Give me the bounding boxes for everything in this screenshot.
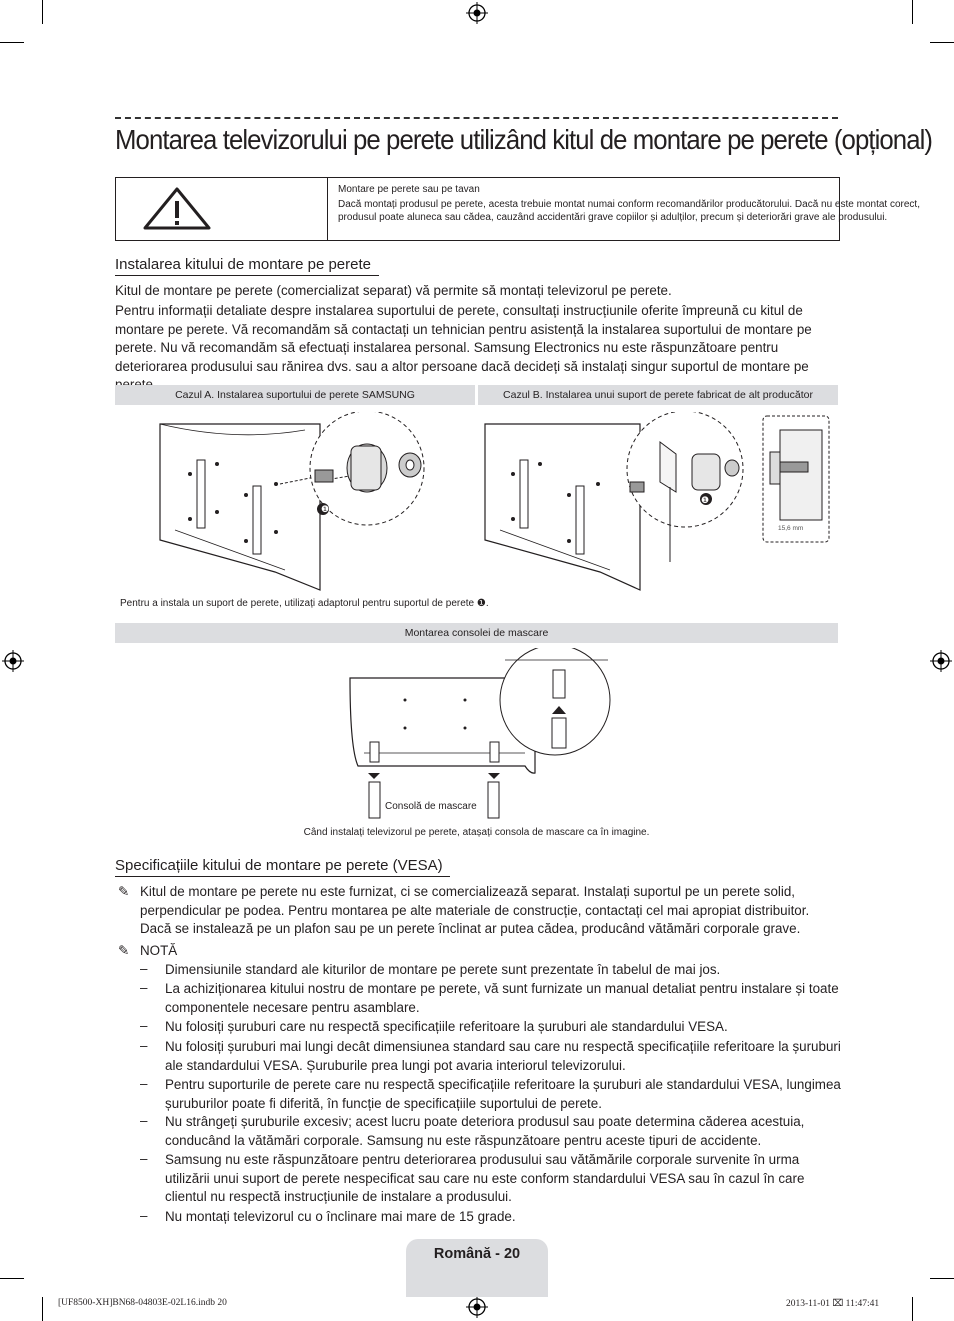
bullet-item: Nu folosiți șuruburi care nu respectă specificațiile referitoare la șuruburi ale standardului VESA. bbox=[165, 1019, 728, 1034]
mask-bracket-illustration bbox=[340, 648, 615, 820]
note-label: NOTĂ bbox=[140, 943, 178, 958]
marker-1-b: ❶ bbox=[700, 495, 710, 505]
dimension-label: 15,6 mm bbox=[778, 525, 804, 532]
crop-mark bbox=[0, 42, 24, 43]
bullet-dash: – bbox=[140, 1076, 148, 1091]
bullet-dash: – bbox=[140, 1018, 148, 1033]
page-number-tab bbox=[406, 1239, 548, 1297]
footer-file: [UF8500-XH]BN68-04803E-02L16.indb 20 bbox=[58, 1298, 227, 1308]
section-heading-vesa: Specificațiile kitului de montare pe perete (VESA) bbox=[115, 857, 443, 874]
crop-mark bbox=[912, 1297, 913, 1321]
note-kit-text: Kitul de montare pe perete nu este furnizat, ci se comercializează separat. Instalați suportul pe un perete solid, perpendicular pe podea. Pentru montarea pe alte materiale de construcție, contactați cel mai apropiat distribuitor. Dacă se instalează pe un plafon sau pe un perete înclinat ar putea cădea, producând vătămări corporale grave. bbox=[140, 884, 810, 937]
bullet-dash: – bbox=[140, 1208, 148, 1223]
bullet-item: Dimensiunile standard ale kiturilor de montare pe perete sunt prezentate în tabelul de mai jos. bbox=[165, 962, 721, 977]
warning-text: Dacă montați produsul pe perete, acesta trebuie montat numai conform recomandărilor producătorului. Dacă nu este montat corect, produsul poate aluneca sau cădea, cauzând accidentări grave copiilor și adulților, precum și deteriorări grave ale produsului. bbox=[338, 199, 920, 223]
bullet-item: Nu folosiți șuruburi mai lungi decât dimensiunea standard sau care nu respectă specificațiile referitoare la șuruburi ale standardului VESA. Șuruburile prea lungi pot avaria interiorul televizorului. bbox=[165, 1039, 841, 1073]
marker-1-a: ❶ bbox=[320, 504, 330, 514]
warning-heading: Montare pe perete sau pe tavan bbox=[338, 184, 480, 195]
case-a-label: Cazul A. Instalarea suportului de perete SAMSUNG bbox=[115, 385, 475, 405]
mask-bracket-heading: Montarea consolei de mascare bbox=[115, 623, 838, 643]
crop-mark bbox=[930, 42, 954, 43]
bullet-item: Samsung nu este răspunzătoare pentru deteriorarea produsului sau vătămările corporale survenite în urma utilizării unui suport de perete nespecificat sau care nu este conform standardului VESA sau în cazul în care clientul nu respectă instrucțiunile de instalare a produsului. bbox=[165, 1152, 805, 1205]
title-rule bbox=[115, 117, 838, 119]
crop-mark bbox=[42, 0, 43, 24]
section-heading-install: Instalarea kitului de montare pe perete bbox=[115, 256, 371, 273]
crop-mark bbox=[42, 1297, 43, 1321]
page-title: Montarea televizorului pe perete utilizând kitul de montare pe perete (opțional) bbox=[115, 124, 933, 155]
bullet-dash: – bbox=[140, 1038, 148, 1053]
crop-mark bbox=[0, 1278, 24, 1279]
crop-mark bbox=[912, 0, 913, 24]
heading-underline bbox=[115, 876, 450, 877]
bullet-item: La achiziționarea kitului nostru de montare pe perete, vă sunt furnizate un manual detaliat pentru instalare și toate componentele necesare pentru asamblare. bbox=[165, 981, 839, 1015]
footer-timestamp: 2013-11-01 ⌧ 11:47:41 bbox=[786, 1299, 880, 1309]
warning-divider bbox=[327, 178, 328, 240]
note-pencil-icon: ✎ bbox=[118, 884, 130, 899]
registration-mark-icon bbox=[466, 2, 488, 24]
registration-mark-icon bbox=[2, 650, 24, 672]
bullet-item: Pentru suporturile de perete care nu respectă specificațiile referitoare la șuruburi ale standardului VESA, lungimea șuruburilor poate fi diferită, în funcție de specificațiile suportului de perete. bbox=[165, 1077, 841, 1111]
bullet-dash: – bbox=[140, 961, 148, 976]
heading-underline bbox=[115, 275, 379, 276]
note-pencil-icon: ✎ bbox=[118, 943, 130, 958]
registration-mark-icon bbox=[930, 650, 952, 672]
case-a-illustration bbox=[155, 412, 475, 592]
page-number: Română - 20 bbox=[433, 1246, 521, 1262]
paragraph-intro: Kitul de montare pe perete (comercializat separat) vă permite să montați televizorul pe perete. bbox=[115, 283, 672, 298]
paragraph-details: Pentru informații detaliate despre instalarea suportului de perete, consultați instrucțiunile oferite împreună cu kitul de montare pe perete. Vă recomandăm să contactați un tehnician pentru asistență la instalarea suportului de montare pe perete. Nu vă recomandăm să efectuați instalarea personal. Samsung Electronics nu este răspunzătoare pentru deteriorarea produsului sau rănirea dvs. sau a altor persoane dacă decideți să instalați singur suportul de montare pe bbox=[115, 303, 812, 374]
bullet-item: Nu montați televizorul cu o înclinare mai mare de 15 grade. bbox=[165, 1209, 516, 1224]
bullet-dash: – bbox=[140, 1113, 148, 1128]
bullet-dash: – bbox=[140, 980, 148, 995]
case-b-label: Cazul B. Instalarea unui suport de perete fabricat de alt producător bbox=[478, 385, 838, 405]
crop-mark bbox=[930, 1278, 954, 1279]
bullet-dash: – bbox=[140, 1151, 148, 1166]
mask-bracket-caption: Când instalați televizorul pe perete, atașați consola de mascare ca în imagine. bbox=[303, 827, 650, 838]
case-b-illustration bbox=[480, 412, 835, 592]
bullet-item: Nu strângeți șuruburile excesiv; acest lucru poate deteriora produsul sau poate determina căderea acestuia, conducând la vătămări corporale. Samsung nu este răspunzătoare pentru aceste tipuri de accidente. bbox=[165, 1114, 805, 1148]
warning-triangle-icon bbox=[134, 186, 220, 232]
registration-mark-icon bbox=[466, 1296, 488, 1318]
adapter-note: Pentru a instala un suport de perete, utilizați adaptorul pentru suportul de perete ❶. bbox=[120, 598, 489, 609]
mask-bracket-label: Consolă de mascare bbox=[385, 801, 477, 812]
warning-box bbox=[115, 177, 920, 241]
